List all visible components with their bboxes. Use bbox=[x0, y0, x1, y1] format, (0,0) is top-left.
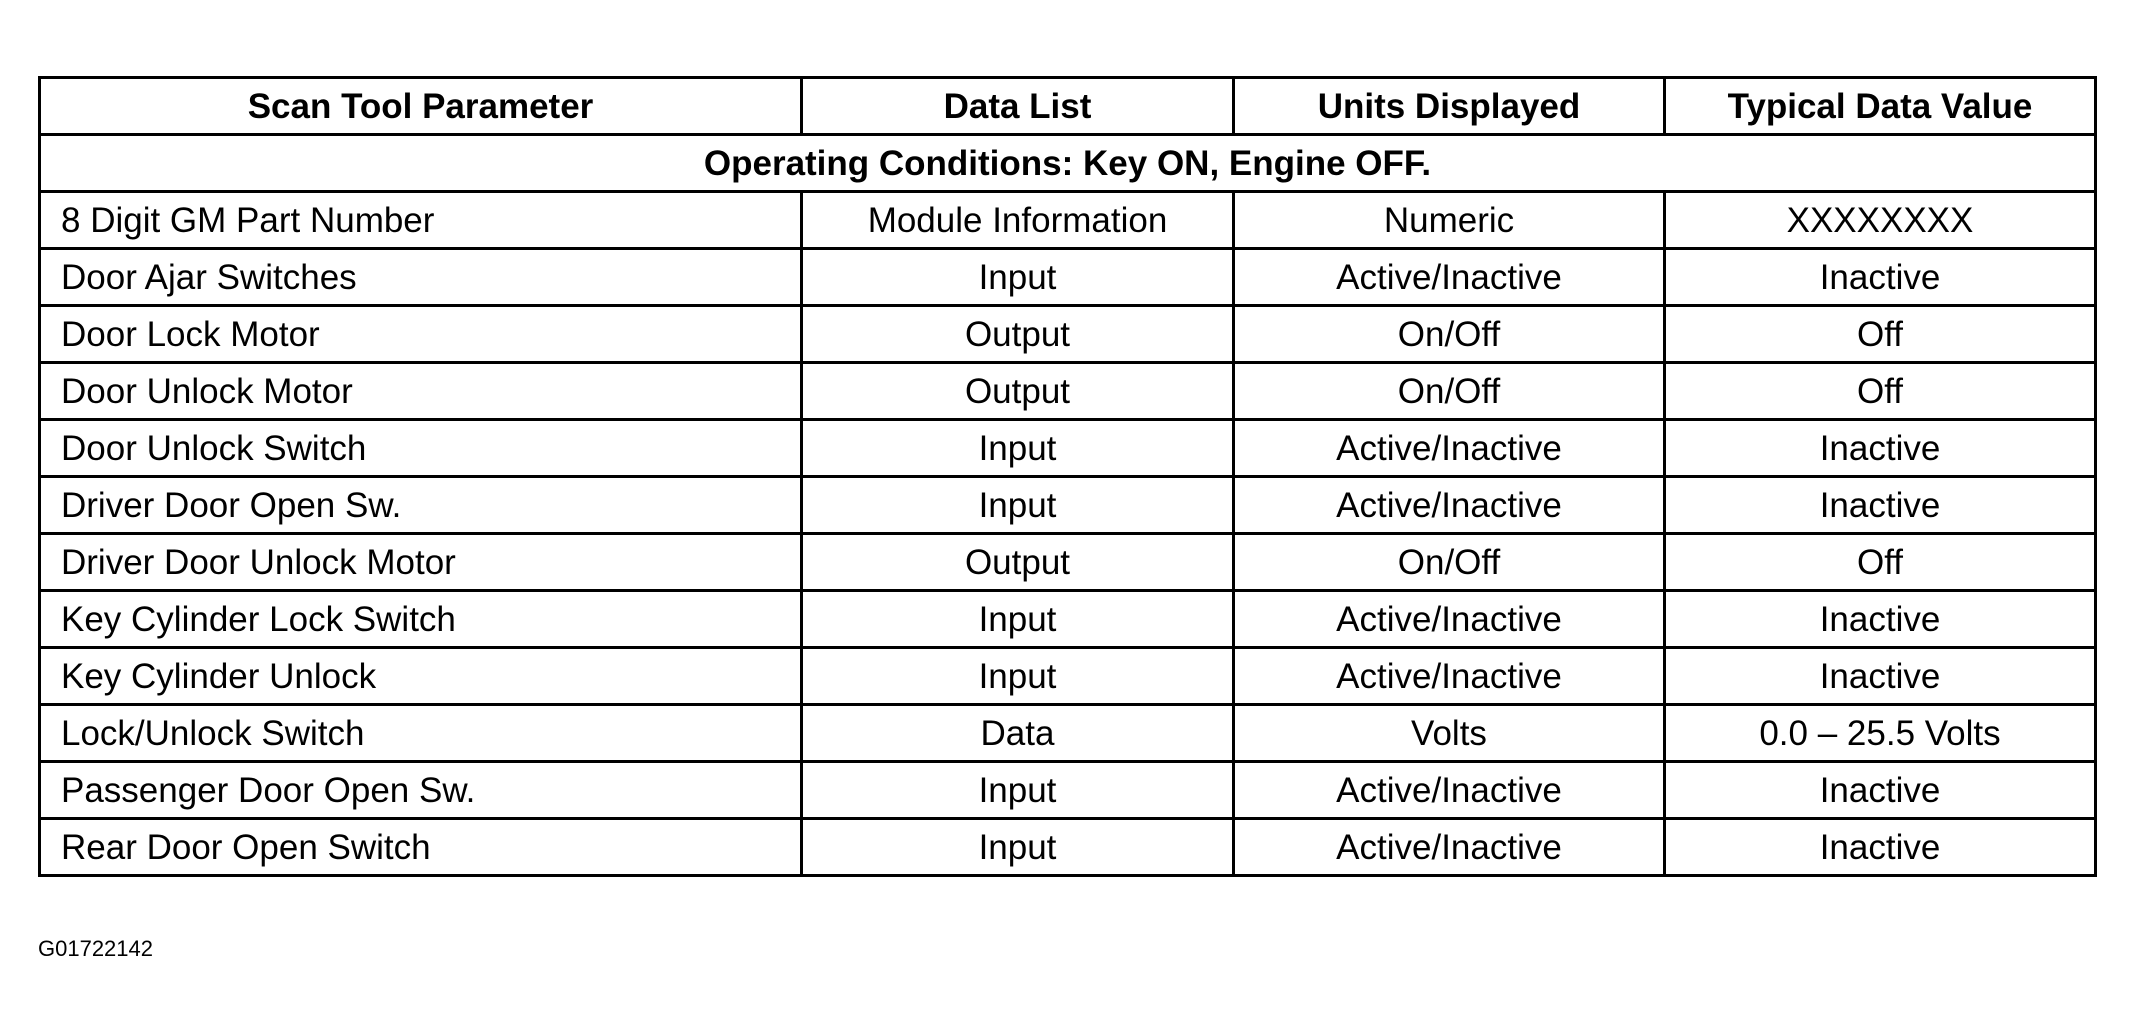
units-displayed-cell: Numeric bbox=[1234, 192, 1665, 249]
units-displayed-cell: On/Off bbox=[1234, 534, 1665, 591]
operating-conditions: Operating Conditions: Key ON, Engine OFF. bbox=[40, 135, 2096, 192]
data-list-cell: Input bbox=[802, 249, 1234, 306]
data-list-cell: Input bbox=[802, 819, 1234, 876]
header-row bbox=[40, 78, 2096, 135]
typical-data-value-cell: Inactive bbox=[1665, 819, 2096, 876]
scan-tool-parameter-cell: Driver Door Unlock Motor bbox=[40, 534, 802, 591]
header-scan-tool-parameter: Scan Tool Parameter bbox=[40, 78, 802, 135]
header-units-displayed: Units Displayed bbox=[1234, 78, 1665, 135]
table-row bbox=[40, 705, 2096, 762]
typical-data-value-cell: Inactive bbox=[1665, 249, 2096, 306]
figure-id: G01722142 bbox=[38, 936, 153, 961]
units-displayed-cell: Active/Inactive bbox=[1234, 762, 1665, 819]
units-displayed-cell: Active/Inactive bbox=[1234, 591, 1665, 648]
units-displayed-cell: Active/Inactive bbox=[1234, 819, 1665, 876]
scan-tool-parameter-cell: Door Unlock Motor bbox=[40, 363, 802, 420]
table-row bbox=[40, 648, 2096, 705]
data-list-cell: Input bbox=[802, 591, 1234, 648]
data-list-cell: Input bbox=[802, 477, 1234, 534]
table-row bbox=[40, 249, 2096, 306]
typical-data-value-cell: 0.0 – 25.5 Volts bbox=[1665, 705, 2096, 762]
table-row bbox=[40, 306, 2096, 363]
table-row bbox=[40, 477, 2096, 534]
data-list-cell: Output bbox=[802, 534, 1234, 591]
units-displayed-cell: On/Off bbox=[1234, 306, 1665, 363]
data-list-cell: Data bbox=[802, 705, 1234, 762]
typical-data-value-cell: Off bbox=[1665, 306, 2096, 363]
scan-tool-parameter-cell: Door Ajar Switches bbox=[40, 249, 802, 306]
data-list-cell: Output bbox=[802, 306, 1234, 363]
scan-tool-parameter-cell: Lock/Unlock Switch bbox=[40, 705, 802, 762]
typical-data-value-cell: Inactive bbox=[1665, 420, 2096, 477]
table-row bbox=[40, 192, 2096, 249]
data-list-cell: Input bbox=[802, 762, 1234, 819]
units-displayed-cell: Volts bbox=[1234, 705, 1665, 762]
scan-tool-parameter-cell: Driver Door Open Sw. bbox=[40, 477, 802, 534]
typical-data-value-cell: Inactive bbox=[1665, 648, 2096, 705]
scan-tool-parameter-cell: Door Unlock Switch bbox=[40, 420, 802, 477]
table-row bbox=[40, 534, 2096, 591]
header-data-list: Data List bbox=[802, 78, 1234, 135]
data-list-cell: Input bbox=[802, 648, 1234, 705]
table-row bbox=[40, 762, 2096, 819]
data-list-cell: Module Information bbox=[802, 192, 1234, 249]
scan-tool-parameter-cell: Rear Door Open Switch bbox=[40, 819, 802, 876]
units-displayed-cell: Active/Inactive bbox=[1234, 420, 1665, 477]
data-list-cell: Input bbox=[802, 420, 1234, 477]
typical-data-value-cell: Inactive bbox=[1665, 762, 2096, 819]
scan-tool-parameter-cell: 8 Digit GM Part Number bbox=[40, 192, 802, 249]
header-typical-data-value: Typical Data Value bbox=[1665, 78, 2096, 135]
typical-data-value-cell: Inactive bbox=[1665, 477, 2096, 534]
table-row bbox=[40, 363, 2096, 420]
units-displayed-cell: Active/Inactive bbox=[1234, 477, 1665, 534]
scan-tool-parameter-cell: Key Cylinder Unlock bbox=[40, 648, 802, 705]
scan-tool-parameter-cell: Key Cylinder Lock Switch bbox=[40, 591, 802, 648]
table-row bbox=[40, 591, 2096, 648]
typical-data-value-cell: Off bbox=[1665, 534, 2096, 591]
typical-data-value-cell: Off bbox=[1665, 363, 2096, 420]
units-displayed-cell: Active/Inactive bbox=[1234, 249, 1665, 306]
scan-tool-data-table bbox=[38, 76, 2097, 877]
scan-tool-parameter-cell: Door Lock Motor bbox=[40, 306, 802, 363]
typical-data-value-cell: XXXXXXXX bbox=[1665, 192, 2096, 249]
table-row bbox=[40, 819, 2096, 876]
operating-conditions-row bbox=[40, 135, 2096, 192]
typical-data-value-cell: Inactive bbox=[1665, 591, 2096, 648]
table-row bbox=[40, 420, 2096, 477]
data-list-cell: Output bbox=[802, 363, 1234, 420]
scan-tool-parameter-cell: Passenger Door Open Sw. bbox=[40, 762, 802, 819]
units-displayed-cell: On/Off bbox=[1234, 363, 1665, 420]
units-displayed-cell: Active/Inactive bbox=[1234, 648, 1665, 705]
